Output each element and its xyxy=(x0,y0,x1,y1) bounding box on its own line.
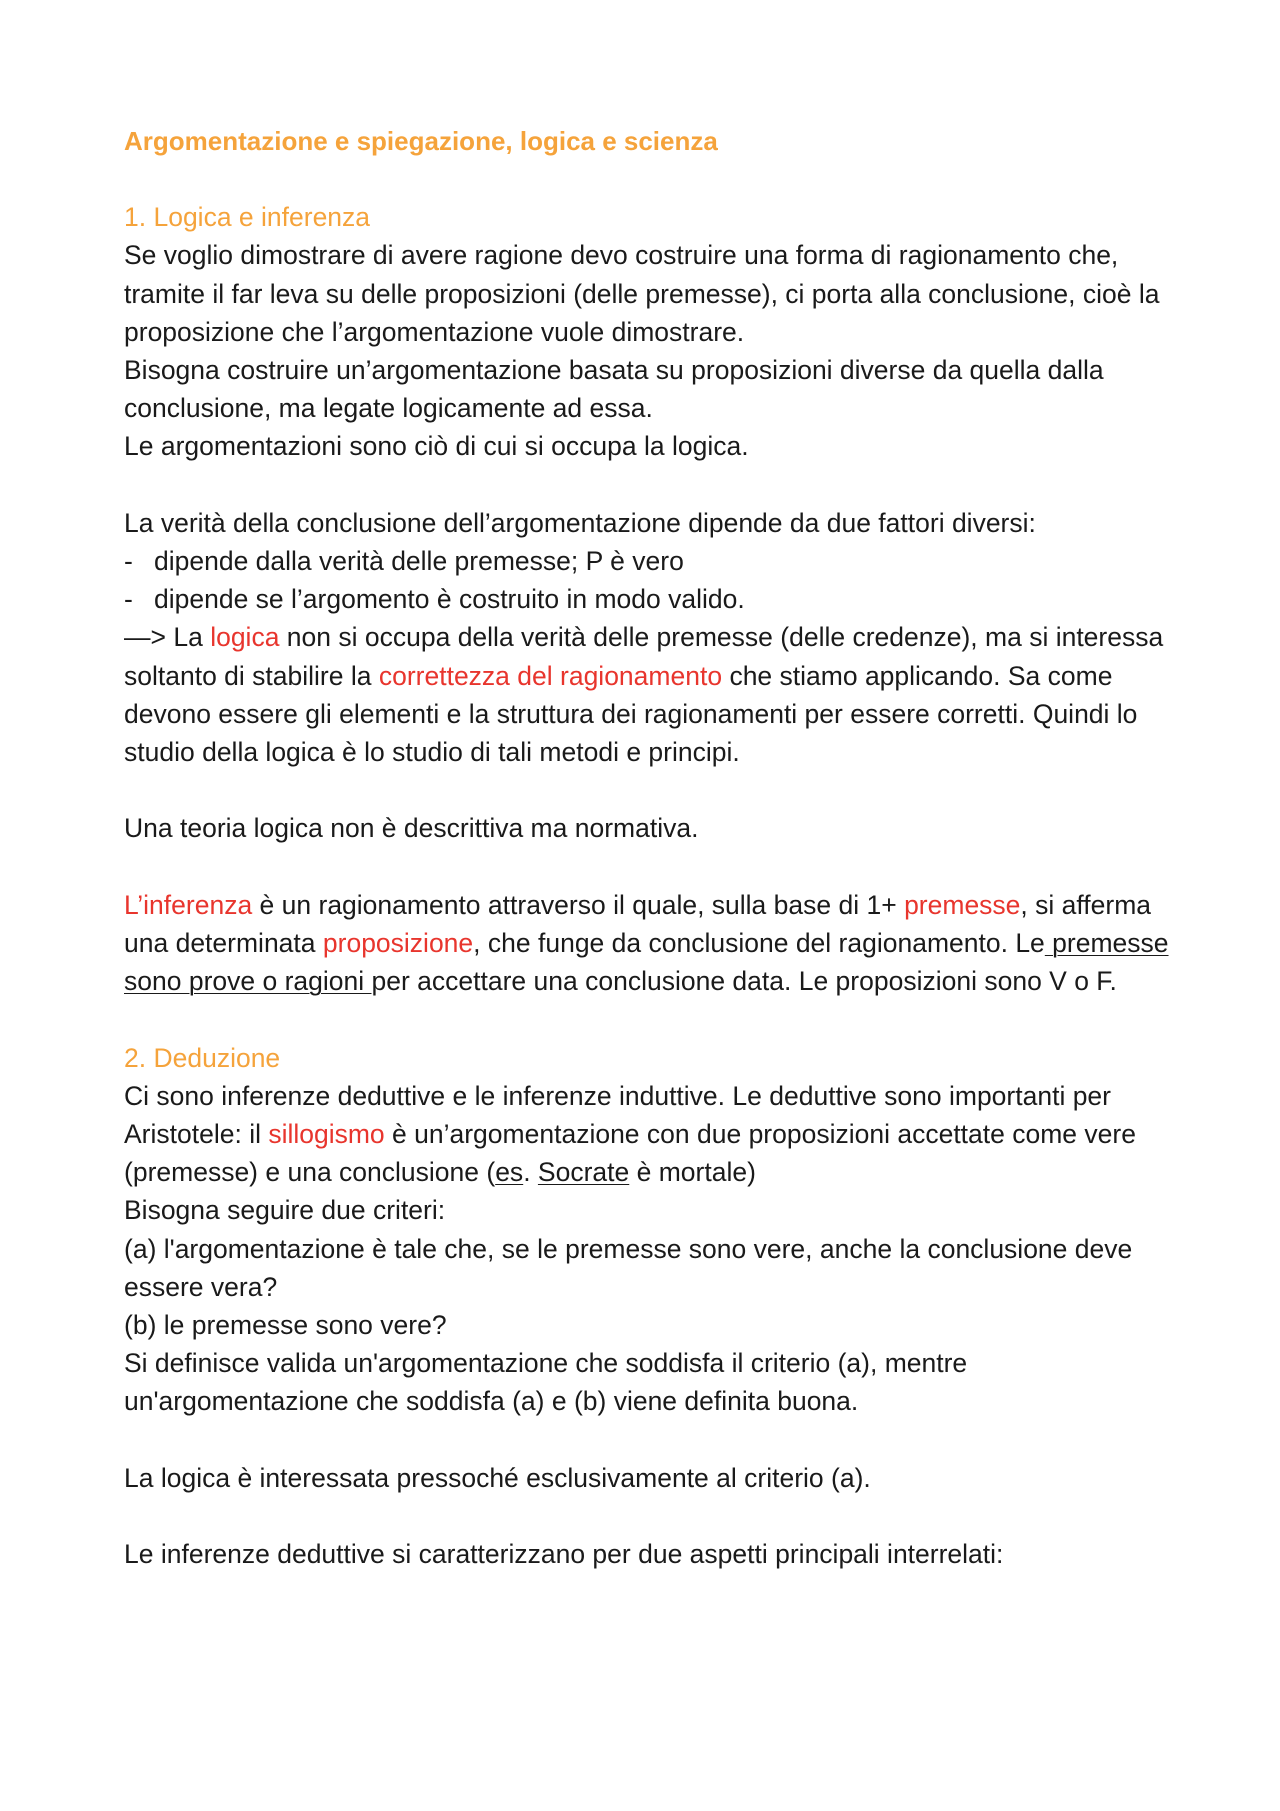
underlined-word-es: es xyxy=(495,1157,524,1188)
bullet-dash: - xyxy=(124,546,133,576)
document-body xyxy=(124,122,1184,1573)
spacer xyxy=(124,1000,1184,1038)
text-run: . xyxy=(523,1157,538,1188)
paragraph-costruire-argomentazione: Bisogna costruire un’argomentazione basata su proposizioni diverse da quella dalla conclusione, ma legate logicamente ad essa. xyxy=(124,355,1104,424)
section-heading-deduzione: 2. Deduzione xyxy=(124,1042,281,1073)
text-run: è un’argomentazione con due proposizioni accettate come vere (premesse) e una conclusione ( xyxy=(124,1119,1136,1188)
paragraph-criterio-a: (a) l'argomentazione è tale che, se le premesse sono vere, anche la conclusione deve essere vera? xyxy=(124,1233,1133,1302)
spacer xyxy=(124,1497,1184,1535)
text-run: che stiamo applicando. Sa come devono essere gli elementi e la struttura dei ragionamenti per essere corretti. Quindi lo studio della logica è lo studio di tali metodi e principi. xyxy=(124,660,1138,768)
text-run: è un ragionamento attraverso il quale, sulla base di 1+ xyxy=(252,889,905,920)
highlighted-term-proposizione: proposizione xyxy=(322,928,474,958)
paragraph-aspetti-deduttive: Le inferenze deduttive si caratterizzano per due aspetti principali interrelati: xyxy=(124,1539,1004,1570)
text-run: , si afferma una determinata xyxy=(124,889,1152,958)
paragraph-teoria-normativa: Una teoria logica non è descrittiva ma normativa. xyxy=(124,813,699,844)
paragraph-argomentazioni-logica: Le argomentazioni sono ciò di cui si occupa la logica. xyxy=(124,431,749,462)
list-item-text: dipende se l’argomento è costruito in modo valido. xyxy=(154,584,745,615)
list-item xyxy=(124,580,1184,618)
highlighted-term-correttezza: correttezza del ragionamento xyxy=(378,660,723,691)
text-run: , che funge da conclusione del ragionamento. Le xyxy=(473,928,1045,958)
text-run: non si occupa della verità delle premesse (delle credenze), ma si interessa soltanto di stabilire la xyxy=(124,622,1164,691)
paragraph-dimostrare: Se voglio dimostrare di avere ragione devo costruire una forma di ragionamento che, tramite il far leva su delle proposizioni (delle premesse), ci porta alla conclusione, cioè la proposizione che l’argomentazione vuole dimostrare. xyxy=(124,240,1160,347)
paragraph-criteri-intro: Bisogna seguire due criteri: xyxy=(124,1195,446,1226)
text-run: per accettare una conclusione data. Le proposizioni sono V o F. xyxy=(371,966,1117,997)
spacer xyxy=(124,848,1184,886)
text-run: è mortale) xyxy=(629,1157,756,1188)
paragraph-inferenza xyxy=(124,886,1184,1001)
highlighted-term-premesse: premesse xyxy=(904,889,1021,920)
spacer xyxy=(124,1421,1184,1459)
highlighted-term-sillogismo: sillogismo xyxy=(268,1119,385,1149)
paragraph-logica-criterio-a: La logica è interessata pressoché esclusivamente al criterio (a). xyxy=(124,1462,871,1493)
paragraph-logica-correttezza xyxy=(124,618,1184,771)
spacer xyxy=(124,466,1184,504)
paragraph-inferenze-deduttive xyxy=(124,1077,1184,1192)
text-run: —> La xyxy=(124,622,211,653)
spacer xyxy=(124,771,1184,809)
highlighted-term-logica: logica xyxy=(210,622,280,653)
underlined-phrase: premesse sono prove o ragioni xyxy=(124,928,1169,997)
bullet-dash: - xyxy=(124,584,133,615)
highlighted-term-inferenza: L’inferenza xyxy=(124,889,253,920)
text-run: Ci sono inferenze deduttive e le inferenze induttive. Le deduttive sono importanti per Aristotele: il xyxy=(124,1080,1111,1149)
list-item-text: dipende dalla verità delle premesse; P è vero xyxy=(154,546,684,576)
paragraph-valida-buona: Si definisce valida un'argomentazione che soddisfa il criterio (a), mentre un'argomentazione che soddisfa (a) e (b) viene definita buona. xyxy=(124,1348,968,1417)
paragraph-verita-conclusione: La verità della conclusione dell’argomentazione dipende da due fattori diversi: xyxy=(124,507,1036,538)
underlined-word-socrate: Socrate xyxy=(537,1157,630,1188)
document-title: Argomentazione e spiegazione, logica e scienza xyxy=(124,126,718,156)
spacer xyxy=(124,160,1184,198)
list-item xyxy=(124,542,1184,580)
paragraph-criterio-b: (b) le premesse sono vere? xyxy=(124,1310,447,1341)
section-heading-logica-inferenza: 1. Logica e inferenza xyxy=(124,202,371,233)
